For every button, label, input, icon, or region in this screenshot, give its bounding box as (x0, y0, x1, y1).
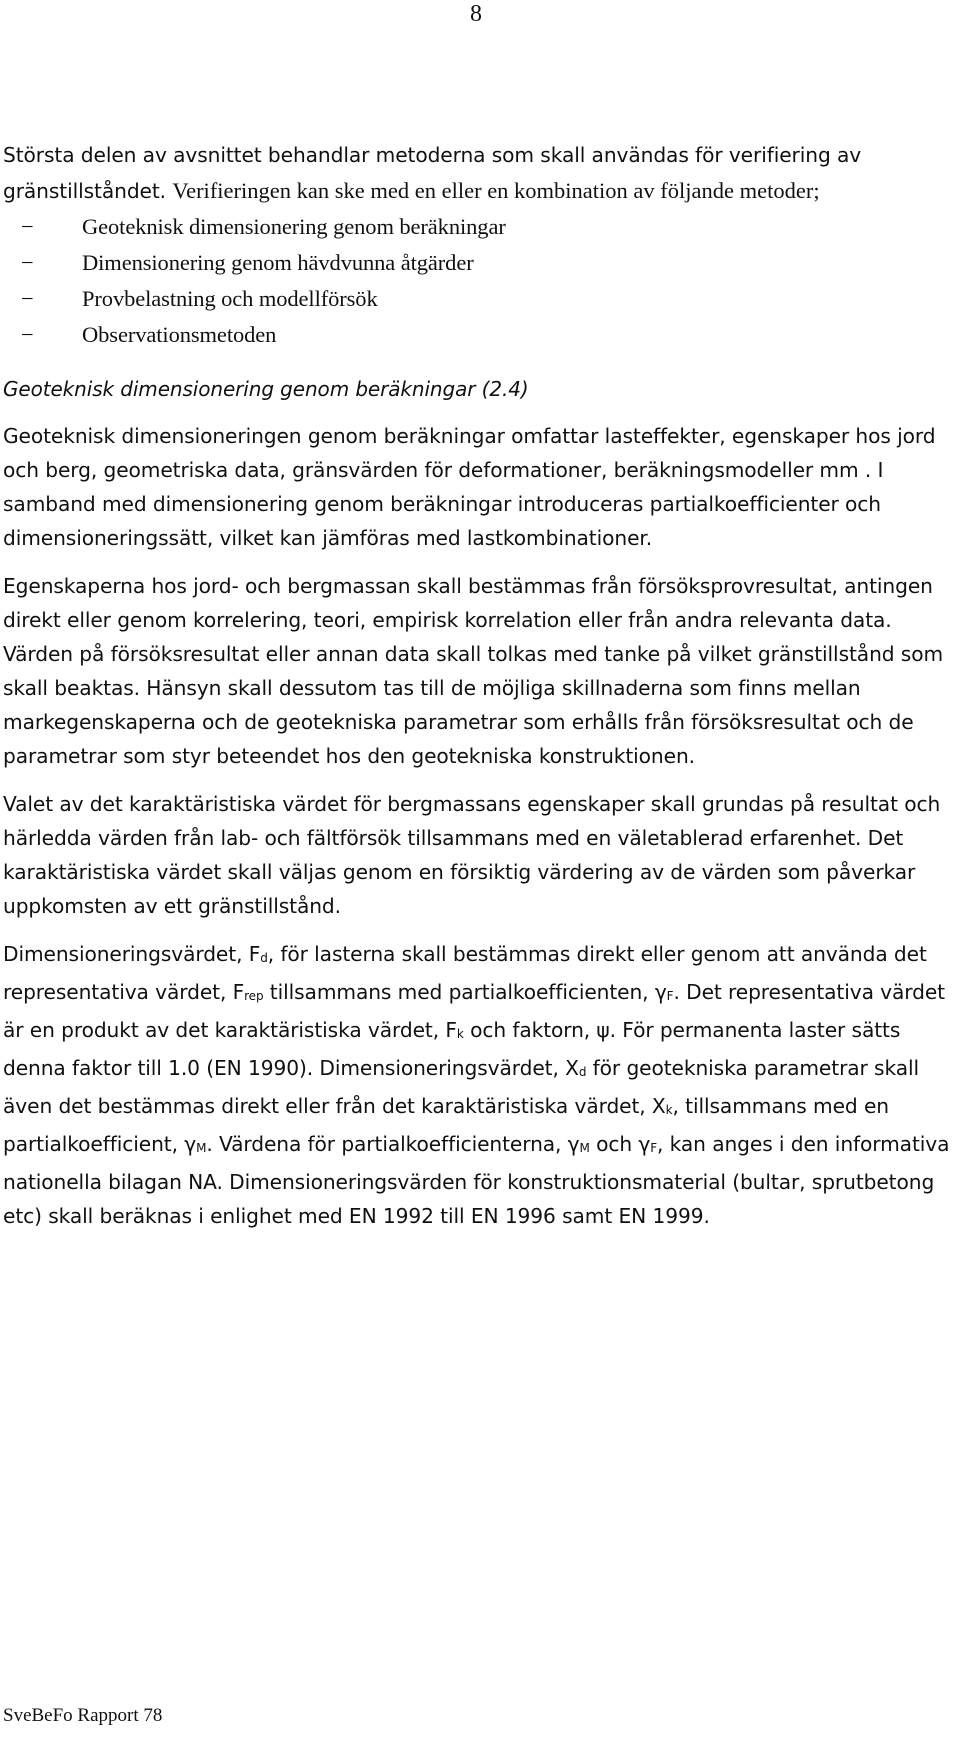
text-run: . Värdena för partialkoefficienterna, γ (206, 1132, 580, 1156)
subscript: d (578, 1065, 587, 1079)
text-run: för geotekniska parametrar skall även det bestämmas direkt eller från det karaktäristiska värdet, X (3, 1056, 919, 1118)
subscript: F (650, 1141, 658, 1155)
list-item (3, 245, 958, 281)
subscript: M (579, 1141, 590, 1155)
dash-bullet: − (21, 286, 34, 311)
text-run: , för lasterna skall bestämmas direkt eller genom att använda det representativa värdet, F (3, 942, 927, 1004)
dash-bullet: − (21, 250, 34, 275)
intro-text-part1: Största delen av avsnittet behandlar metoderna som skall användas för verifiering av gränstillståndet. (3, 143, 862, 203)
paragraph-calculations (3, 419, 958, 555)
methods-list (3, 209, 958, 353)
list-item (3, 317, 958, 353)
text-run: . Det representativa värdet är en produkt av det karaktäristiska värdet, F (3, 980, 945, 1042)
text-run: tillsammans med partialkoefficienten, γ (263, 980, 667, 1004)
section-heading: Geoteknisk dimensionering genom beräkningar (2.4) (3, 377, 529, 401)
text-run: , tillsammans med en partialkoefficient, γ (3, 1094, 889, 1156)
subscript: k (456, 1027, 464, 1041)
intro-paragraph (3, 137, 958, 209)
subscript: F (666, 989, 674, 1003)
dash-bullet: − (21, 322, 34, 347)
intro-text-part2: Verifieringen kan ske med en eller en kombination av följande metoder; (172, 178, 820, 203)
list-item (3, 281, 958, 317)
paragraph-characteristic-value: Valet av det karaktäristiska värdet för bergmassans egenskaper skall grundas på resultat och härledda värden från lab- och fältförsök tillsammans med en väletablerad erfarenhet. Det karaktäristiska värdet skall väljas genom en försiktig värdering av de värden som påverkar uppkomsten av ett gränstillstånd. (3, 792, 941, 918)
subscript: M (196, 1141, 207, 1155)
text-run: och faktorn, ψ. För permanenta laster sätts denna faktor till 1.0 (EN 1990). Dimensioneringsvärdet, X (3, 1018, 901, 1080)
subscript: k (665, 1103, 673, 1117)
footer-report-label: SveBeFo Rapport 78 (3, 1705, 163, 1726)
subscript: d (260, 951, 268, 965)
paragraph-calculations-part1: Geoteknisk dimensioneringen genom beräkningar omfattar lasteffekter, egenskaper hos jord och berg, geometriska data, gränsvärden för deformationer, beräkningsmodeller mm . (3, 424, 936, 482)
list-item-label: Geoteknisk dimensionering genom beräkningar (82, 214, 506, 239)
subscript: rep (244, 989, 264, 1003)
list-item-label: Dimensionering genom hävdvunna åtgärder (82, 250, 474, 275)
document-body (3, 137, 958, 1233)
text-run: , kan anges i den informativa nationella bilagan NA. Dimensioneringsvärden för konstruktionsmaterial (bultar, sprutbetong etc) skall beräknas i enlighet med EN 1992 till EN 1996 samt EN 1999. (3, 1132, 950, 1228)
list-item-label: Provbelastning och modellförsök (82, 286, 378, 311)
list-item-label: Observationsmetoden (82, 322, 277, 347)
text-run: Dimensioneringsvärdet, F (3, 942, 261, 966)
dash-bullet: − (21, 214, 34, 239)
text-run: och γ (589, 1132, 651, 1156)
paragraph-properties: Egenskaperna hos jord- och bergmassan skall bestämmas från försöksprovresultat, antingen direkt eller genom korrelering, teori, empirisk korrelation eller från andra relevanta data. Värden på försöksresultat eller annan data skall tolkas med tanke på vilket gränstillstånd som skall beaktas. Hänsyn skall dessutom tas till de möjliga skillnaderna som finns mellan markegenskaperna och de geotekniska parametrar som erhålls från försöksresultat och de parametrar som styr beteendet hos den geotekniska konstruktionen. (3, 574, 944, 768)
list-item (3, 209, 958, 245)
page-number: 8 (470, 1, 482, 27)
paragraph-design-values (3, 937, 958, 1233)
paragraph-calculations-part2: I samband med dimensionering genom beräkningar introduceras partialkoefficienter och dimensioneringssätt, vilket kan jämföras med lastkombinationer. (3, 458, 884, 550)
